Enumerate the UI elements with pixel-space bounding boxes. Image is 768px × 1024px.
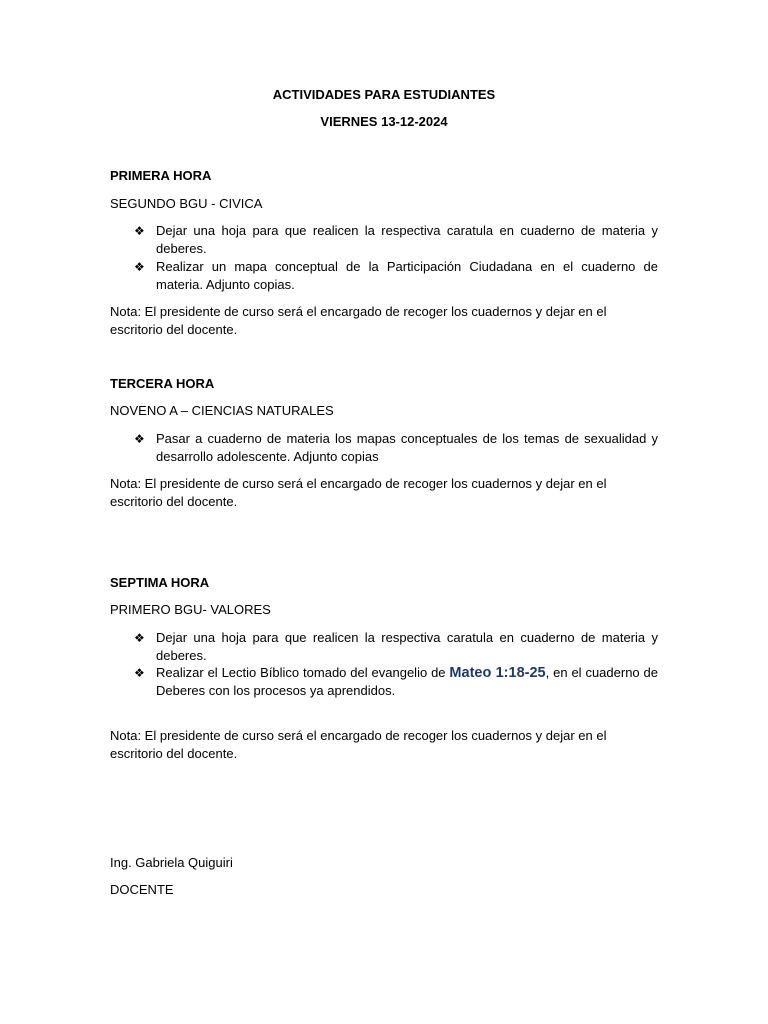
list-item-text: Realizar un mapa conceptual de la Participación Ciudadana en el cuaderno de materia. Adjunto copias. [156,259,658,292]
list-item-text: Dejar una hoja para que realicen la respectiva caratula en cuaderno de materia y deberes. [156,223,658,256]
section-note-primera: Nota: El presidente de curso será el encargado de recoger los cuadernos y dejar en el escritorio del docente. [110,304,607,337]
bible-reference: Mateo 1:18-25 [449,665,546,681]
section-hour-primera: PRIMERA HORA [110,168,212,183]
list-item [134,629,658,665]
list-item-text: Dejar una hoja para que realicen la respectiva caratula en cuaderno de materia y deberes. [156,630,658,663]
section-note-septima: Nota: El presidente de curso será el encargado de recoger los cuadernos y dejar en el escritorio del docente. [110,728,607,761]
list-item-text-end: , en el cuaderno de Deberes con los procesos ya aprendidos. [156,665,659,698]
section-course-primera: SEGUNDO BGU - CIVICA [110,196,263,211]
section-hour-septima: SEPTIMA HORA [110,575,210,590]
diamond-bullet-icon: ❖ [134,260,145,274]
list-item [134,664,658,700]
signature-role: DOCENTE [110,882,174,897]
section-hour-tercera: TERCERA HORA [110,376,215,391]
document-date: VIERNES 13-12-2024 [320,114,448,129]
section-course-septima: PRIMERO BGU- VALORES [110,602,271,617]
diamond-bullet-icon: ❖ [134,224,145,238]
diamond-bullet-icon: ❖ [134,432,145,446]
section-note-tercera: Nota: El presidente de curso será el encargado de recoger los cuadernos y dejar en el escritorio del docente. [110,476,607,509]
diamond-bullet-icon: ❖ [134,666,145,680]
list-item [134,258,658,294]
signature-name: Ing. Gabriela Quiguiri [110,855,233,870]
document-title: ACTIVIDADES PARA ESTUDIANTES [272,87,496,102]
diamond-bullet-icon: ❖ [134,631,145,645]
list-item [134,430,658,466]
section-course-tercera: NOVENO A – CIENCIAS NATURALES [110,403,334,418]
list-item-text-start: Realizar el Lectio Bíblico tomado del evangelio de [156,665,450,680]
list-item-text [156,664,658,700]
list-item [134,222,658,258]
list-item-text: Pasar a cuaderno de materia los mapas conceptuales de los temas de sexualidad y desarrollo adolescente. Adjunto copias [156,431,658,464]
